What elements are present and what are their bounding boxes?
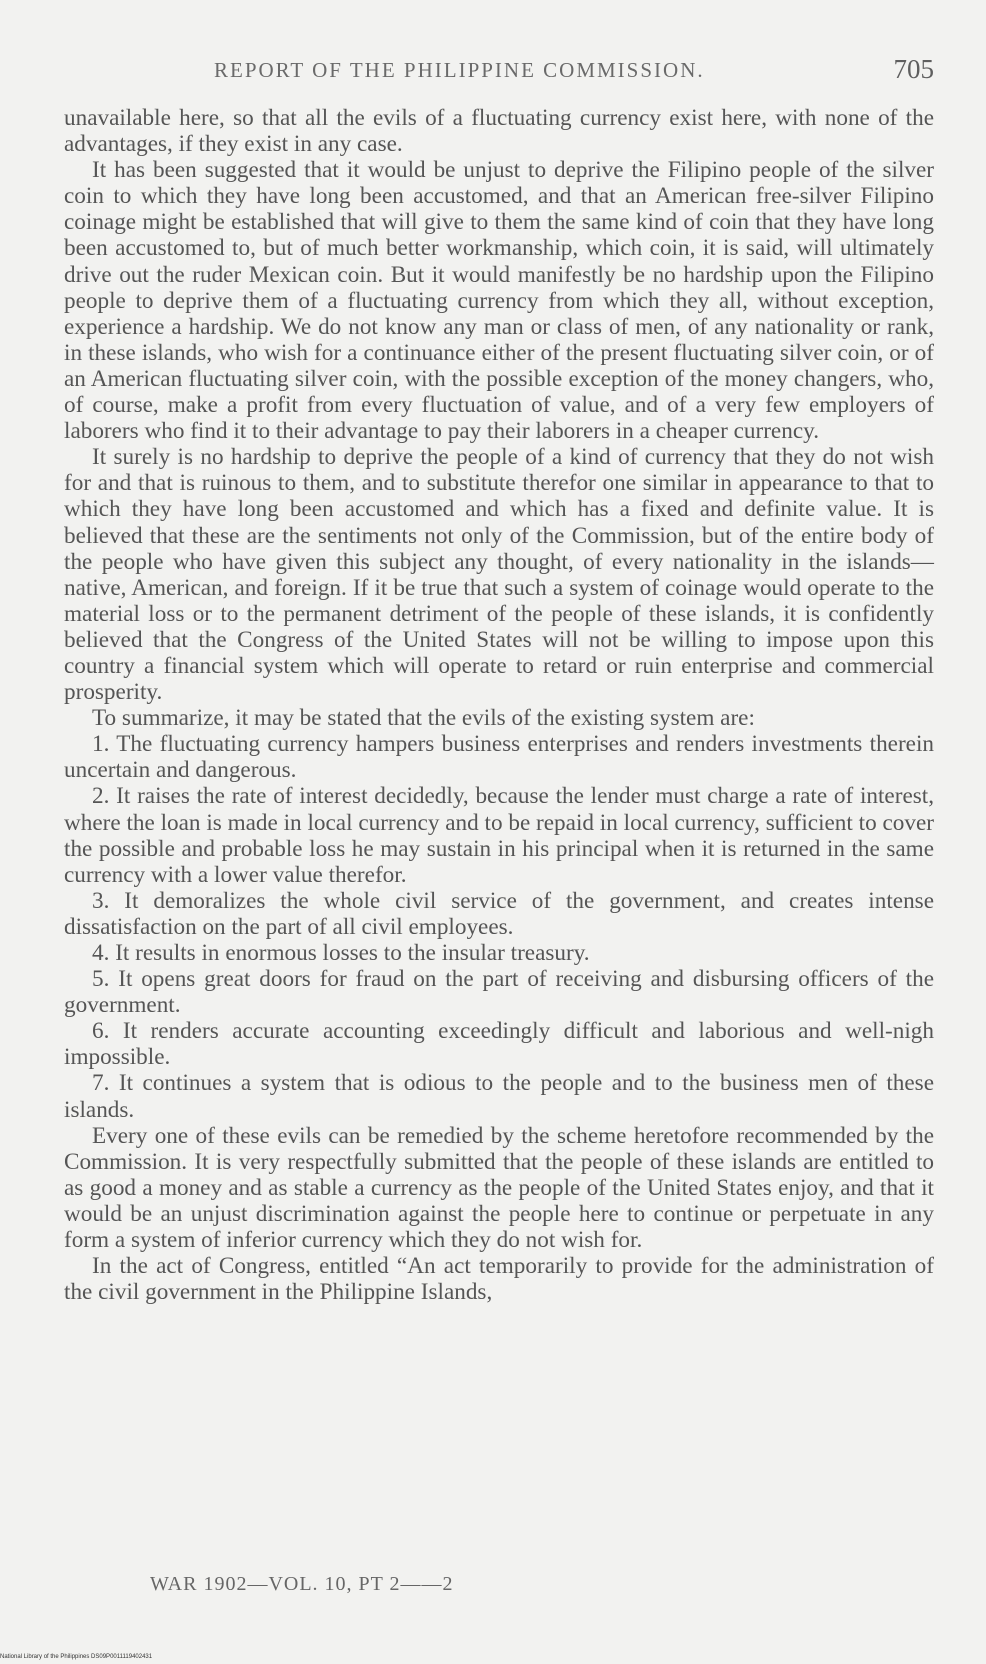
list-item: 5. It opens great doors for fraud on the part of receiving and disbursing officers of the government. <box>64 966 934 1019</box>
running-head: REPORT OF THE PHILIPPINE COMMISSION. <box>214 58 705 82</box>
paragraph: It has been suggested that it would be unjust to deprive the Filipino people of the silver coin to which they have long been accustomed, and that an American free-silver Filipino coinage might be established that will give to them the same kind of coin that they have long been accustomed to, but of much better workmanship, which coin, it is said, will ultimately drive out the ruder Mexican coin. But it would manifestly be no hardship upon the Filipino people to deprive them of a fluctuating currency from which they all, without exception, experience a hardship. We do not know any man or class of men, of any nationality or rank, in these islands, who wish for a continuance either of the present fluctuating silver coin, or of an American fluctuating silver coin, with the possible exception of the money changers, who, of course, make a profit from every fluctuation of value, and of a very few employers of laborers who find it to their advantage to pay their laborers in a cheaper currency. <box>64 157 934 445</box>
page-number: 705 <box>893 54 934 84</box>
paragraph: Every one of these evils can be remedied by the scheme heretofore recommended by the Commission. It is very respectfully submitted that the people of these islands are entitled to as good a money and as stable a currency as the people of the United States enjoy, and that it would be an unjust discrimination against the people here to continue or perpetuate in any form a system of inferior currency which they do not wish for. <box>64 1122 934 1254</box>
list-item: 3. It demoralizes the whole civil service of the government, and creates intense dissatisfaction on the part of all civil employees. <box>64 887 934 940</box>
paragraph: It surely is no hardship to deprive the people of a kind of currency that they do not wish for and that is ruinous to them, and to substitute therefor one similar in appearance to that to which they have long been accustomed and which has a fixed and definite value. It is believed that these are the sentiments not only of the Commission, but of the entire body of the people who have given this subject any thought, of every nationality in the islands—native, American, and foreign. If it be true that such a system of coinage would operate to the material loss or to the permanent detriment of the people of these islands, it is confidently believed that the Congress of the United States will not be willing to impose upon this country a financial system which will operate to retard or ruin enterprise and commercial prosperity. <box>64 444 934 706</box>
list-item: 6. It renders accurate accounting exceedingly difficult and laborious and well-nigh impossible. <box>64 1018 934 1071</box>
paragraph: To summarize, it may be stated that the evils of the existing system are: <box>92 705 755 732</box>
list-item: 7. It continues a system that is odious to the people and to the business men of these islands. <box>64 1070 934 1123</box>
paragraph: In the act of Congress, entitled “An act temporarily to provide for the administration of the civil government in the Philippine Islands, <box>64 1253 934 1306</box>
list-item: 4. It results in enormous losses to the insular treasury. <box>92 940 590 966</box>
footer-credit: National Library of the Philippines DS09P0011119402431 <box>0 1654 153 1660</box>
paragraph: unavailable here, so that all the evils of a fluctuating currency exist here, with none of the advantages, if they exist in any case. <box>64 105 934 158</box>
page-header <box>64 54 934 90</box>
list-item: 2. It raises the rate of interest decidedly, because the lender must charge a rate of interest, where the loan is made in local currency and to be repaid in local currency, sufficient to cover the possible and probable loss he may sustain in his principal when it is returned in the same currency with a lower value therefor. <box>64 783 934 888</box>
body-text <box>64 105 934 1305</box>
list-item: 1. The fluctuating currency hampers business enterprises and renders investments therein uncertain and dangerous. <box>64 731 934 784</box>
signature-line: WAR 1902—VOL. 10, PT 2——2 <box>150 1573 454 1595</box>
